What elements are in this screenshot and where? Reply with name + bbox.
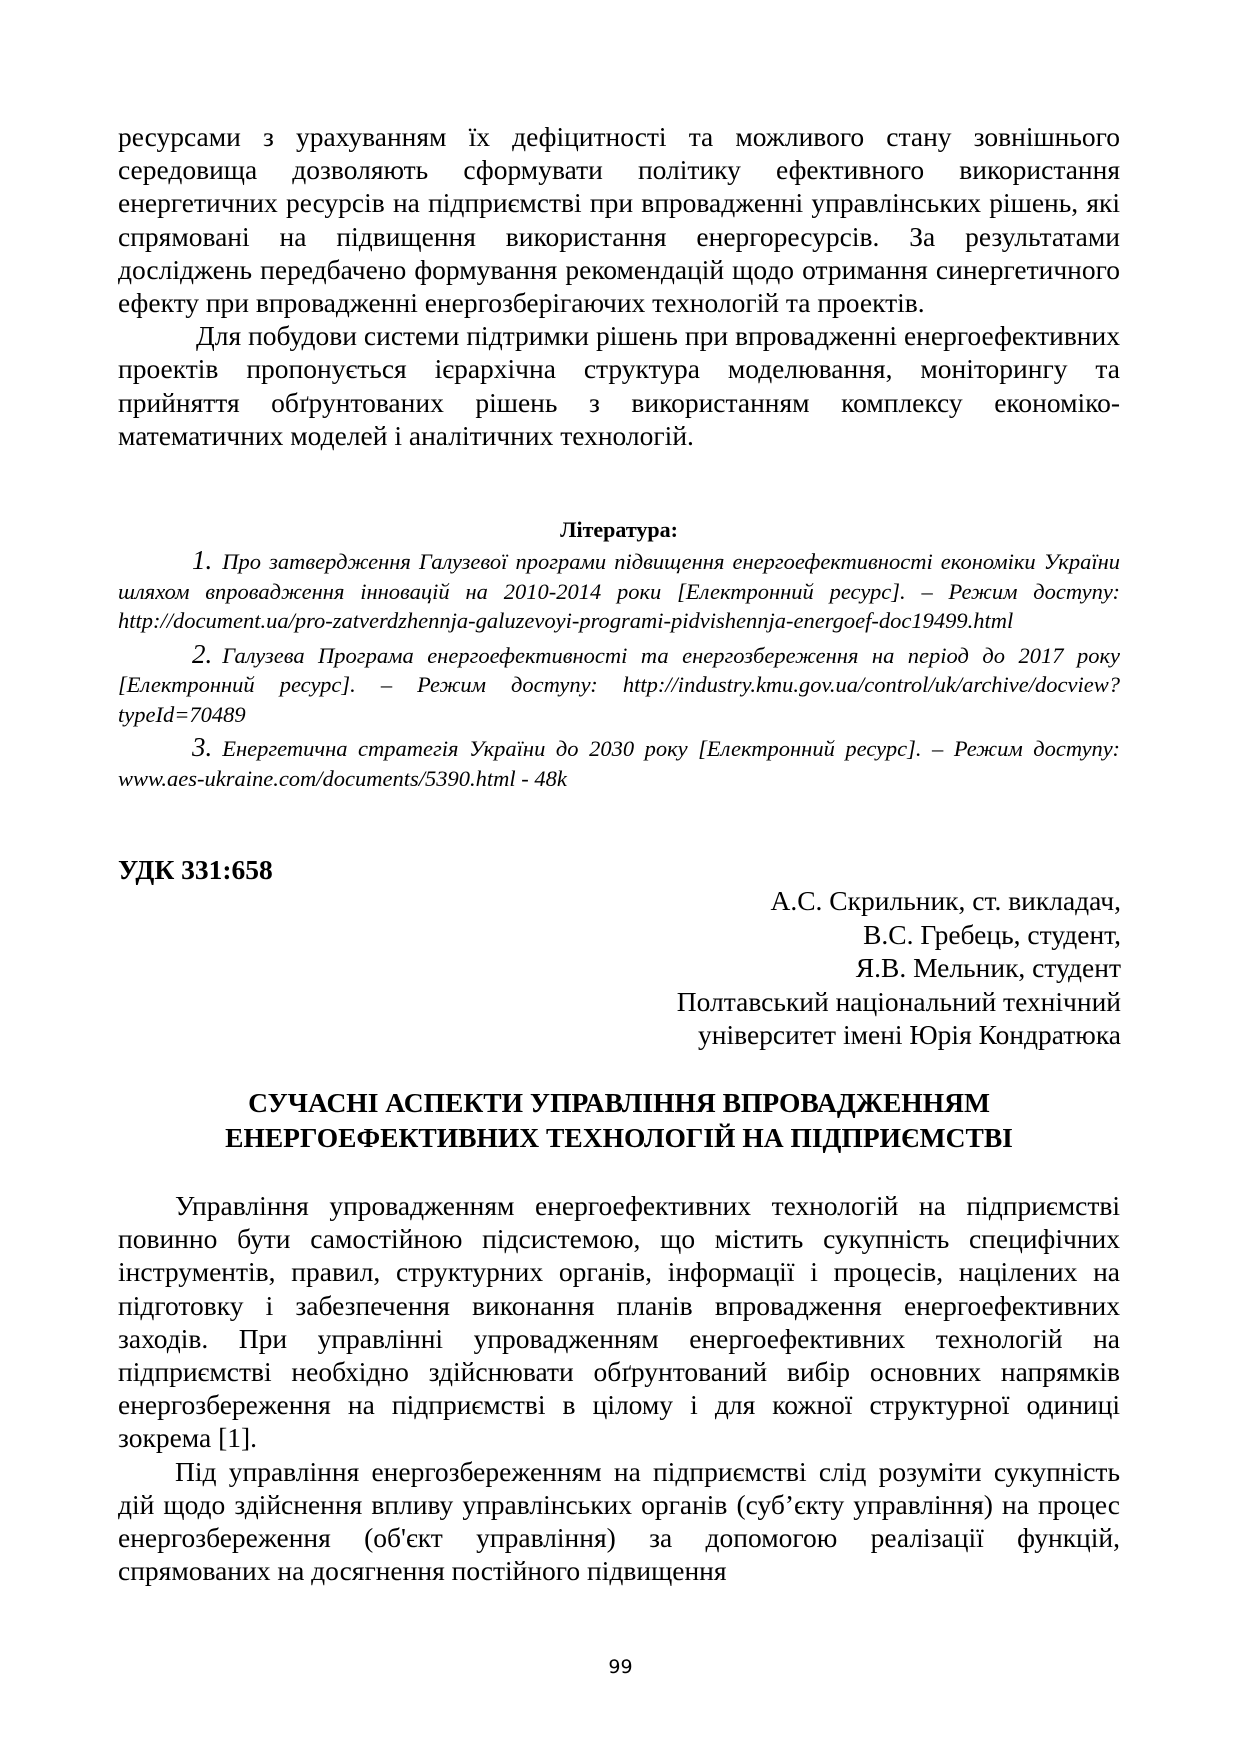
paragraph-decision-support: Для побудови системи підтримки рішень при впровадженні енергоефективних проектів пропонується ієрархічна структура моделювання, моніторингу та прийняття обґрунтованих рішень з використанням комплексу економіко-математичних моделей і аналітичних технологій.: [118, 320, 1120, 451]
reference-number: 2.: [192, 638, 213, 669]
reference-text: Про затвердження Галузевої програми підвищення енергоефективності економіки України шляхом впровадження інновацій на 2010-2014 роки [Електронний ресурс]. – Режим доступу: http://document.ua/pro-zatverdzhennja-galuzevoyi-programi-pidvishennja-energoef-doc19499.html: [118, 549, 1120, 633]
literature-heading: Література:: [560, 517, 678, 542]
article-title: [118, 1085, 1120, 1155]
reference-text: Галузева Програма енергоефективності та енергозбереження на період до 2017 року [Електронний ресурс]. – Режим доступу: http://industry.kmu.gov.ua/control/uk/archive/docview?typeId=70489: [118, 642, 1120, 727]
paragraph-energy-saving: Під управління енергозбереженням на підприємстві слід розуміти сукупність дій щодо здійснення впливу управлінських органів (суб’єкту управління) на процес енергозбереження (об'єкт управління) за допомогою реалізації функцій, спрямованих на досягнення постійного підвищення: [118, 1455, 1120, 1587]
author-block: [677, 884, 1121, 1052]
reference-item: [118, 546, 1120, 636]
reference-number: 1.: [192, 545, 213, 575]
top-text-block: [118, 120, 1120, 452]
page-number: 99: [608, 1656, 633, 1678]
reference-number: 3.: [192, 732, 213, 762]
affiliation-line: Полтавський національний технічний: [676, 985, 1121, 1017]
author-line: Я.В. Мельник, студент: [855, 952, 1121, 983]
reference-list: [118, 546, 1120, 797]
paragraph-resources: ресурсами з урахуванням їх дефіцитності та можливого стану зовнішнього середовища дозволяють сформувати політику ефективного використання енергетичних ресурсів на підприємстві при впровадженні управлінських рішень, які спрямовані на підвищення використання енергоресурсів. За результатами досліджень передбачено формування рекомендацій щодо отримання синергетичного ефекту при впровадженні енергозберігаючих технологій та проектів.: [118, 121, 1120, 319]
title-line: СУЧАСНІ АСПЕКТИ УПРАВЛІННЯ ВПРОВАДЖЕННЯМ: [248, 1087, 990, 1118]
reference-item: [118, 733, 1120, 793]
affiliation-line: університет імені Юрія Кондратюка: [698, 1019, 1121, 1050]
title-line: ЕНЕРГОЕФЕКТИВНИХ ТЕХНОЛОГІЙ НА ПІДПРИЄМСТВІ: [225, 1122, 1013, 1153]
reference-item: [118, 640, 1120, 730]
author-line: А.С. Скрильник, ст. викладач,: [770, 885, 1121, 916]
reference-text: Енергетична стратегія України до 2030 року [Електронний ресурс]. – Режим доступу: www.aes-ukraine.com/documents/5390.html - 48k: [118, 736, 1120, 791]
udc-code: УДК 331:658: [118, 854, 273, 885]
paragraph-management: Управління упровадженням енергоефективних технологій на підприємстві повинно бути самостійною підсистемою, що містить сукупність специфічних інструментів, правил, структурних органів, інформації і процесів, націлених на підготовку і забезпечення виконання планів впровадження енергоефективних заходів. При управлінні упровадженням енергоефективних технологій на підприємстві необхідно здійснювати обґрунтований вибір основних напрямків енергозбереження на підприємстві в цілому і для кожної структурної одиниці зокрема [1].: [118, 1190, 1120, 1454]
body-text-block: [118, 1189, 1120, 1587]
author-line: В.С. Гребець, студент,: [863, 918, 1121, 950]
